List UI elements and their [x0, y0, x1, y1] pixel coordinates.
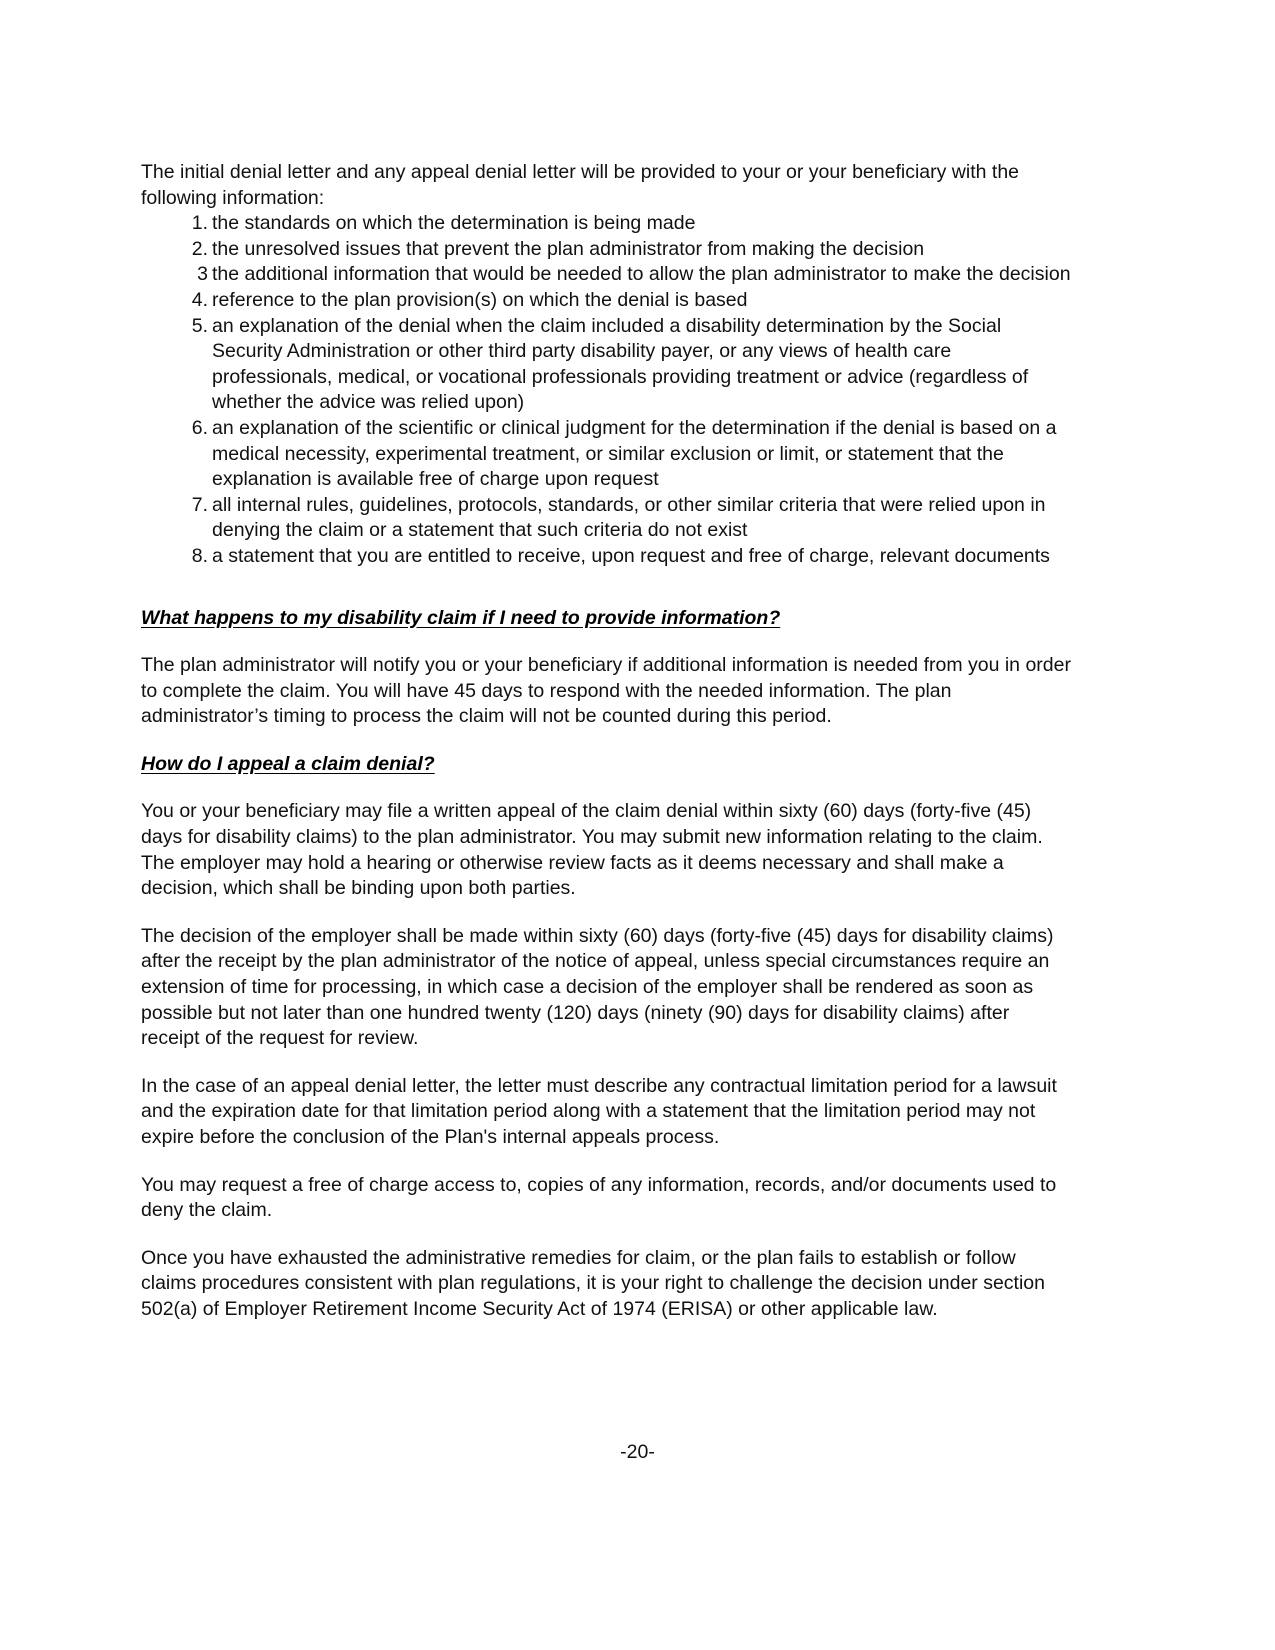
page-content	[141, 160, 1071, 1345]
list-item-marker: 5.	[191, 314, 208, 337]
list-item	[141, 493, 1071, 544]
list-item	[141, 262, 1071, 288]
list-item	[141, 314, 1071, 416]
list-item-text: an explanation of the denial when the claim included a disability determination by the Social Security Administration or other third party disability payer, or any views of health care professionals, medical, or vocational professionals providing treatment or advice (regardless of whether the advice was relied upon)	[212, 314, 1029, 414]
list-item	[141, 237, 1071, 263]
list-item-marker: 8.	[191, 544, 208, 567]
section-spacer	[141, 592, 1071, 606]
paragraph-appeal-filing: You or your beneficiary may file a written appeal of the claim denial within sixty (60) days (forty-five (45) days for disability claims) to the plan administrator. You may submit new information relating to the claim. The employer may hold a hearing or otherwise review facts as it deems necessary and shall make a decision, which shall be binding upon both parties.	[141, 800, 1043, 900]
list-item-marker: 3	[197, 263, 208, 286]
list-item-marker: 4.	[191, 288, 208, 311]
denial-letter-information-list	[141, 211, 1071, 569]
page-number: -20-	[620, 1441, 655, 1463]
paragraph-provide-information: The plan administrator will notify you or your beneficiary if additional information is needed from you in order to complete the claim. You will have 45 days to respond with the needed information. The plan administrator’s timing to process the claim will not be counted during this period.	[141, 654, 1071, 728]
list-item-text: the standards on which the determination is being made	[212, 212, 696, 235]
heading-appeal-claim-denial: How do I appeal a claim denial?	[141, 752, 435, 775]
paragraph-employer-decision-timing: The decision of the employer shall be made within sixty (60) days (forty-five (45) days for disability claims) after the receipt by the plan administrator of the notice of appeal, unless special circumstances require an extension of time for processing, in which case a decision of the employer shall be rendered as soon as possible but not later than one hundred twenty (120) days (ninety (90) days for disability claims) after receipt of the request for review.	[141, 924, 1054, 1050]
list-item-marker: 6.	[191, 416, 208, 439]
list-item-text: an explanation of the scientific or clinical judgment for the determination if the denial is based on a medical necessity, experimental treatment, or similar exclusion or limit, or statement that the explanation is available free of charge upon request	[212, 416, 1057, 491]
paragraph-erisa-rights: Once you have exhausted the administrative remedies for claim, or the plan fails to establish or follow claims procedures consistent with plan regulations, it is your right to challenge the decision under section 502(a) of Employer Retirement Income Security Act of 1974 (ERISA) or other applicable law.	[141, 1246, 1045, 1320]
list-item	[141, 544, 1071, 570]
list-item-marker: 1.	[191, 212, 208, 235]
list-item	[141, 288, 1071, 314]
paragraph-appeal-denial-letter: In the case of an appeal denial letter, the letter must describe any contractual limitation period for a lawsuit and the expiration date for that limitation period along with a statement that the limitation period may not expire before the conclusion of the Plan's internal appeals process.	[141, 1074, 1057, 1148]
list-item	[141, 416, 1071, 493]
paragraph-free-access-copies: You may request a free of charge access to, copies of any information, records, and/or documents used to deny the claim.	[141, 1173, 1057, 1222]
list-item-marker: 7.	[191, 493, 208, 516]
list-item-text: reference to the plan provision(s) on which the denial is based	[212, 288, 748, 311]
heading-provide-information: What happens to my disability claim if I need to provide information?	[141, 606, 781, 629]
list-item-marker: 2.	[191, 237, 208, 260]
list-item-text: the unresolved issues that prevent the plan administrator from making the decision	[212, 237, 925, 260]
list-item-text: all internal rules, guidelines, protocols, standards, or other similar criteria that were relied upon in denying the claim or a statement that such criteria do not exist	[212, 493, 1046, 542]
intro-paragraph: The initial denial letter and any appeal denial letter will be provided to your or your beneficiary with the following information:	[141, 161, 1020, 209]
list-item	[141, 211, 1071, 237]
list-item-text: the additional information that would be needed to allow the plan administrator to make the decision	[212, 263, 1071, 286]
list-item-text: a statement that you are entitled to receive, upon request and free of charge, relevant documents	[212, 544, 1050, 567]
